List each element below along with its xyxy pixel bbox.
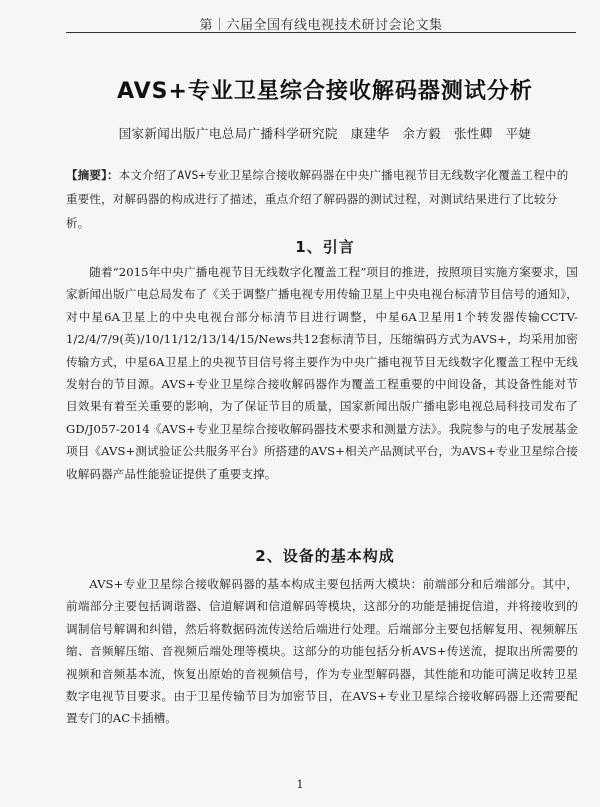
authors-line: 国家新闻出版广电总局广播科学研究院 康建华 余方毅 张性卿 平婕 [118, 126, 532, 141]
section-1-title: 1、引言 [295, 238, 355, 256]
abstract-text: 本文介绍了AVS+专业卫星综合接收解码器在中央广播电视节目无线数字化覆盖工程中的重要性，对解码器的构成进行了描述，重点介绍了解码器的测试过程，对测试结果进行了比较分析。 [66, 168, 569, 230]
page-number: 1 [296, 778, 304, 791]
paper-title: AVS+专业卫星综合接收解码器测试分析 [117, 79, 533, 104]
section-2-body: AVS+专业卫星综合接收解码器的基本构成主要包括两大模块：前端部分和后端部分。其中，前端部分主要包括调谐器、信道解调和信道解码等模块，这部分的功能是捕捉信道，并将接收到的调制信号解调和纠错，然后将数据码流传送给后端进行处理。后端部分主要包括解复用、视频解压缩、音频解压缩、音视频后端处理等模块。这部分的功能包括分析AVS+传送流，提取出所需要的视频和音频基本流，恢复出原始的音视频信号，作为专业型解码器，其性能和功能可满足收转卫星数字电视节目要求。由于卫星传输节目为加密节目，在AVS+专业卫星综合接收解码器上还需要配置专门的AC卡插槽。 [66, 577, 578, 726]
header-rule [66, 32, 576, 33]
abstract-tag: 【摘要】： [66, 168, 119, 182]
section-1-body: 随着“2015年中央广播电视节目无线数字化覆盖工程”项目的推进，按照项目实施方案要求，国家新闻出版广电总局发布了《关于调整广播电视专用传输卫星上中央电视台标清节目信号的通知》，对中星6A卫星上的中央电视台部分标清节目进行调整，中星6A卫星用1个转发器传输CCTV-1/2/4/7/9(英)/10/11/12/13/14/15/News共12套标清节目，压缩编码方式为AVS+，均采用加密传输方式，中星6A卫星上的央视节目信号将主要作为中央广播电视节目无线数字化覆盖工程中无线发射台的节目源。AVS+专业卫星综合接收解码器作为覆盖工程重要的中间设备，其设备性能对节目效果有着至关重要的影响，为了保证节目的质量，国家新闻出版广播电影电视总局科技司发布了GD/J057-2014《AVS+专业卫星综合接收解码器技术要求和测量方法》。我院参与的电子发展基金项目《AVS+测试验证公共服务平台》所搭建的AVS+相关产品测试平台，为AVS+专业卫星综合接收解码器产品性能验证提供了重要支撑。 [66, 265, 578, 481]
abstract [66, 163, 576, 235]
section-2-title: 2、设备的基本构成 [255, 547, 395, 565]
running-header: 第｜六届全国有线电视技术研讨会论文集 [199, 18, 443, 33]
